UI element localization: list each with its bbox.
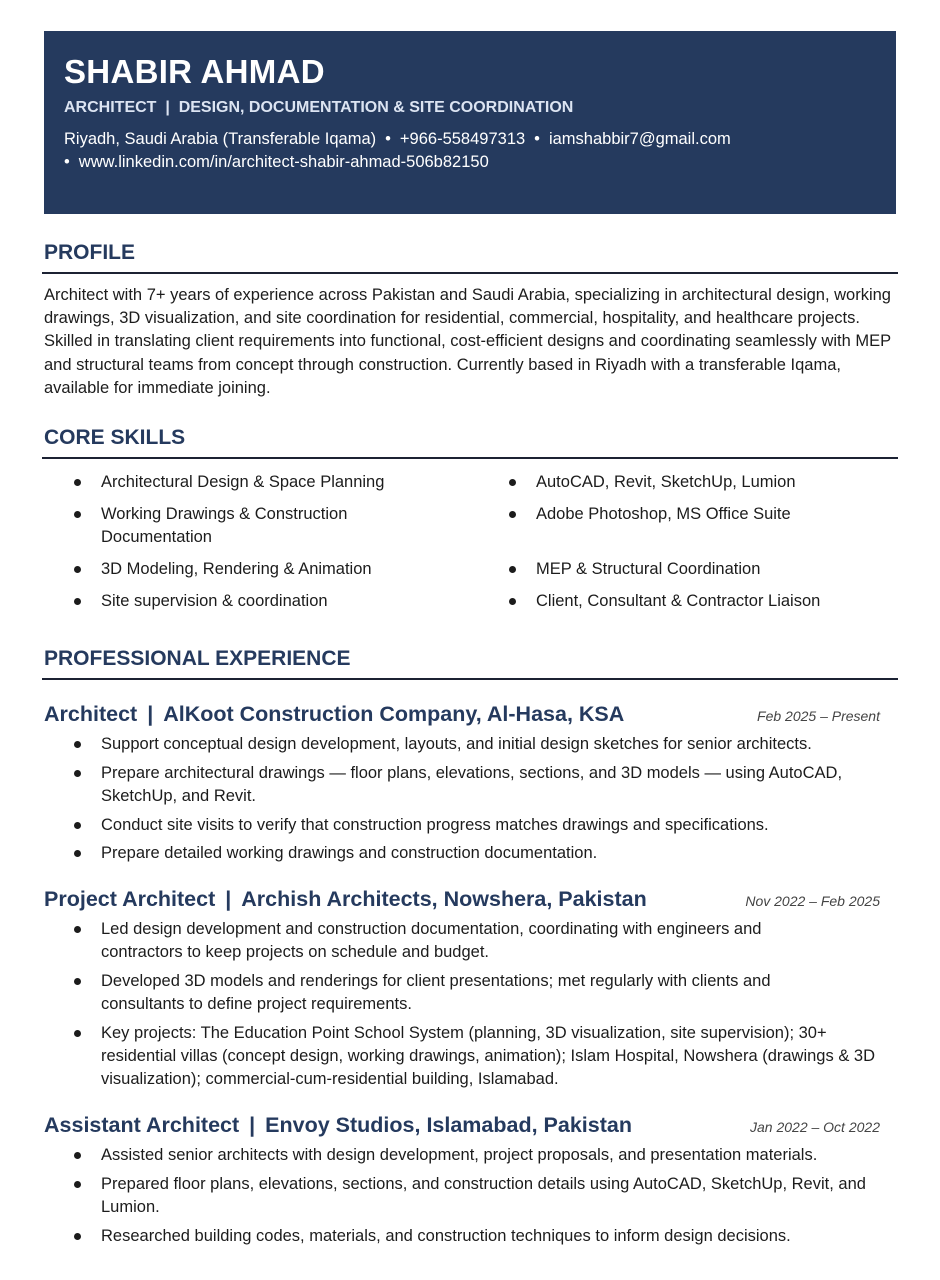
contact-location: Riyadh, Saudi Arabia (Transferable Iqama)	[64, 130, 377, 148]
section-heading-profile: PROFILE	[42, 240, 898, 274]
job-bullet-text: Developed 3D models and renderings for client presentations; met regularly with clients and consultants to define project requirements.	[101, 971, 771, 1014]
contact-email[interactable]: iamshabbir7@gmail.com	[548, 130, 731, 148]
job-bullet-text: Researched building codes, materials, and construction techniques to inform design decisions.	[101, 1226, 791, 1245]
bullet-icon	[74, 1181, 81, 1188]
job-bullet-text: Key projects: The Education Point School System (planning, 3D visualization, site supervision); 30+ residential villas (concept design, working drawings, animation); Islam Hospital, Nowshera (drawings & 3D visualization); commercial-cum-residential building, Islamabad.	[101, 1023, 876, 1089]
skill-item	[479, 471, 898, 494]
job-bullet	[44, 842, 896, 865]
skill-label: Architectural Design & Space Planning	[101, 473, 385, 491]
bullet-icon	[74, 850, 81, 857]
job-role: Project Architect	[44, 887, 216, 911]
skill-label: 3D Modeling, Rendering & Animation	[101, 560, 372, 578]
job-bullet	[44, 733, 896, 756]
contact-phone[interactable]: +966-558497313	[399, 130, 526, 148]
job-title	[44, 700, 624, 728]
job-dates: Jan 2022 – Oct 2022	[750, 1119, 880, 1135]
bullet-icon	[74, 598, 81, 605]
job-dates: Feb 2025 – Present	[757, 708, 880, 724]
skills-grid	[44, 471, 898, 622]
skill-item	[479, 558, 898, 581]
job-bullet	[44, 1225, 896, 1248]
title-text: ARCHITECT | DESIGN, DOCUMENTATION & SITE COORDINATION	[64, 99, 574, 116]
job-company: Archish Architects, Nowshera, Pakistan	[241, 887, 647, 911]
job-bullet-text: Led design development and construction documentation, coordinating with engineers and contractors to keep projects on schedule and budget.	[101, 920, 762, 962]
bullet-icon	[74, 978, 81, 985]
job-bullet	[44, 1144, 896, 1167]
job-entry	[44, 885, 896, 1097]
job-bullet	[44, 1022, 896, 1092]
section-heading-skills: CORE SKILLS	[42, 425, 898, 459]
job-company: Envoy Studios, Islamabad, Pakistan	[265, 1113, 632, 1137]
skill-label: Working Drawings & Construction Documentation	[101, 505, 348, 546]
skill-item	[479, 503, 898, 549]
skill-item	[44, 590, 479, 613]
job-title-separator: |	[147, 702, 154, 726]
job-company: AlKoot Construction Company, Al-Hasa, KSA	[163, 702, 625, 726]
experience-section	[44, 646, 898, 680]
job-bullets	[44, 1144, 896, 1248]
job-bullet	[44, 814, 896, 837]
job-dates: Nov 2022 – Feb 2025	[745, 893, 880, 909]
contact-separator: •	[534, 130, 540, 148]
contact-separator: •	[385, 130, 391, 148]
job-title-separator: |	[225, 887, 232, 911]
job-bullet-text: Conduct site visits to verify that construction progress matches drawings and specifications.	[101, 815, 769, 834]
skill-item	[44, 503, 479, 549]
resume-header	[44, 31, 896, 214]
contact-separator: •	[64, 153, 70, 171]
job-title	[44, 885, 647, 913]
job-bullet-text: Prepare architectural drawings — floor plans, elevations, sections, and 3D models — using AutoCAD, SketchUp, and Revit.	[101, 763, 843, 805]
job-bullet-text: Support conceptual design development, layouts, and initial design sketches for senior architects.	[101, 735, 812, 753]
job-title-separator: |	[249, 1113, 256, 1137]
skill-item	[44, 471, 479, 494]
job-title	[44, 1111, 632, 1139]
job-bullet	[44, 970, 896, 1016]
skills-section	[44, 425, 898, 622]
job-bullets	[44, 733, 896, 866]
bullet-icon	[74, 822, 81, 829]
bullet-icon	[74, 1233, 81, 1240]
contact-info	[64, 128, 876, 174]
job-bullet-text: Prepared floor plans, elevations, sections, and construction details using AutoCAD, SketchUp, Revit, and Lumion.	[101, 1174, 866, 1216]
job-bullets	[44, 918, 896, 1091]
job-entry	[44, 700, 896, 871]
skill-label: Adobe Photoshop, MS Office Suite	[536, 505, 791, 523]
job-bullet	[44, 762, 896, 808]
job-bullet	[44, 918, 896, 964]
bullet-icon	[509, 511, 516, 518]
bullet-icon	[74, 926, 81, 933]
profile-section	[44, 240, 898, 400]
job-header	[44, 1111, 896, 1139]
bullet-icon	[74, 741, 81, 748]
job-header	[44, 885, 896, 913]
job-role: Assistant Architect	[44, 1113, 240, 1137]
skill-label: AutoCAD, Revit, SketchUp, Lumion	[536, 473, 796, 491]
job-bullet-text: Assisted senior architects with design development, project proposals, and presentation materials.	[101, 1146, 818, 1164]
job-role: Architect	[44, 702, 138, 726]
job-header	[44, 700, 896, 728]
skill-label: Site supervision & coordination	[101, 592, 328, 610]
bullet-icon	[509, 566, 516, 573]
bullet-icon	[74, 511, 81, 518]
section-heading-experience: PROFESSIONAL EXPERIENCE	[42, 646, 898, 680]
candidate-name: SHABIR AHMAD	[64, 53, 325, 90]
skill-item	[44, 558, 479, 581]
job-entry	[44, 1111, 896, 1253]
skill-item	[479, 590, 898, 613]
bullet-icon	[74, 566, 81, 573]
bullet-icon	[74, 479, 81, 486]
contact-linkedin[interactable]: www.linkedin.com/in/architect-shabir-ahmad-506b82150	[78, 153, 489, 171]
profile-text: Architect with 7+ years of experience across Pakistan and Saudi Arabia, specializing in architectural design, working drawings, 3D visualization, and site coordination for residential, commercial, hospitality, and healthcare projects. Skilled in translating client requirements into functional, cost-efficient designs and coordinating seamlessly with MEP and structural teams from concept through construction. Currently based in Riyadh with a transferable Iqama, available for immediate joining.	[44, 286, 891, 397]
job-bullet-text: Prepare detailed working drawings and construction documentation.	[101, 844, 598, 863]
bullet-icon	[74, 1030, 81, 1037]
skill-label: MEP & Structural Coordination	[536, 560, 761, 578]
bullet-icon	[74, 1152, 81, 1159]
job-bullet	[44, 1173, 896, 1219]
bullet-icon	[509, 598, 516, 605]
skill-label: Client, Consultant & Contractor Liaison	[536, 592, 821, 610]
bullet-icon	[74, 770, 81, 777]
bullet-icon	[509, 479, 516, 486]
candidate-title	[64, 98, 876, 118]
